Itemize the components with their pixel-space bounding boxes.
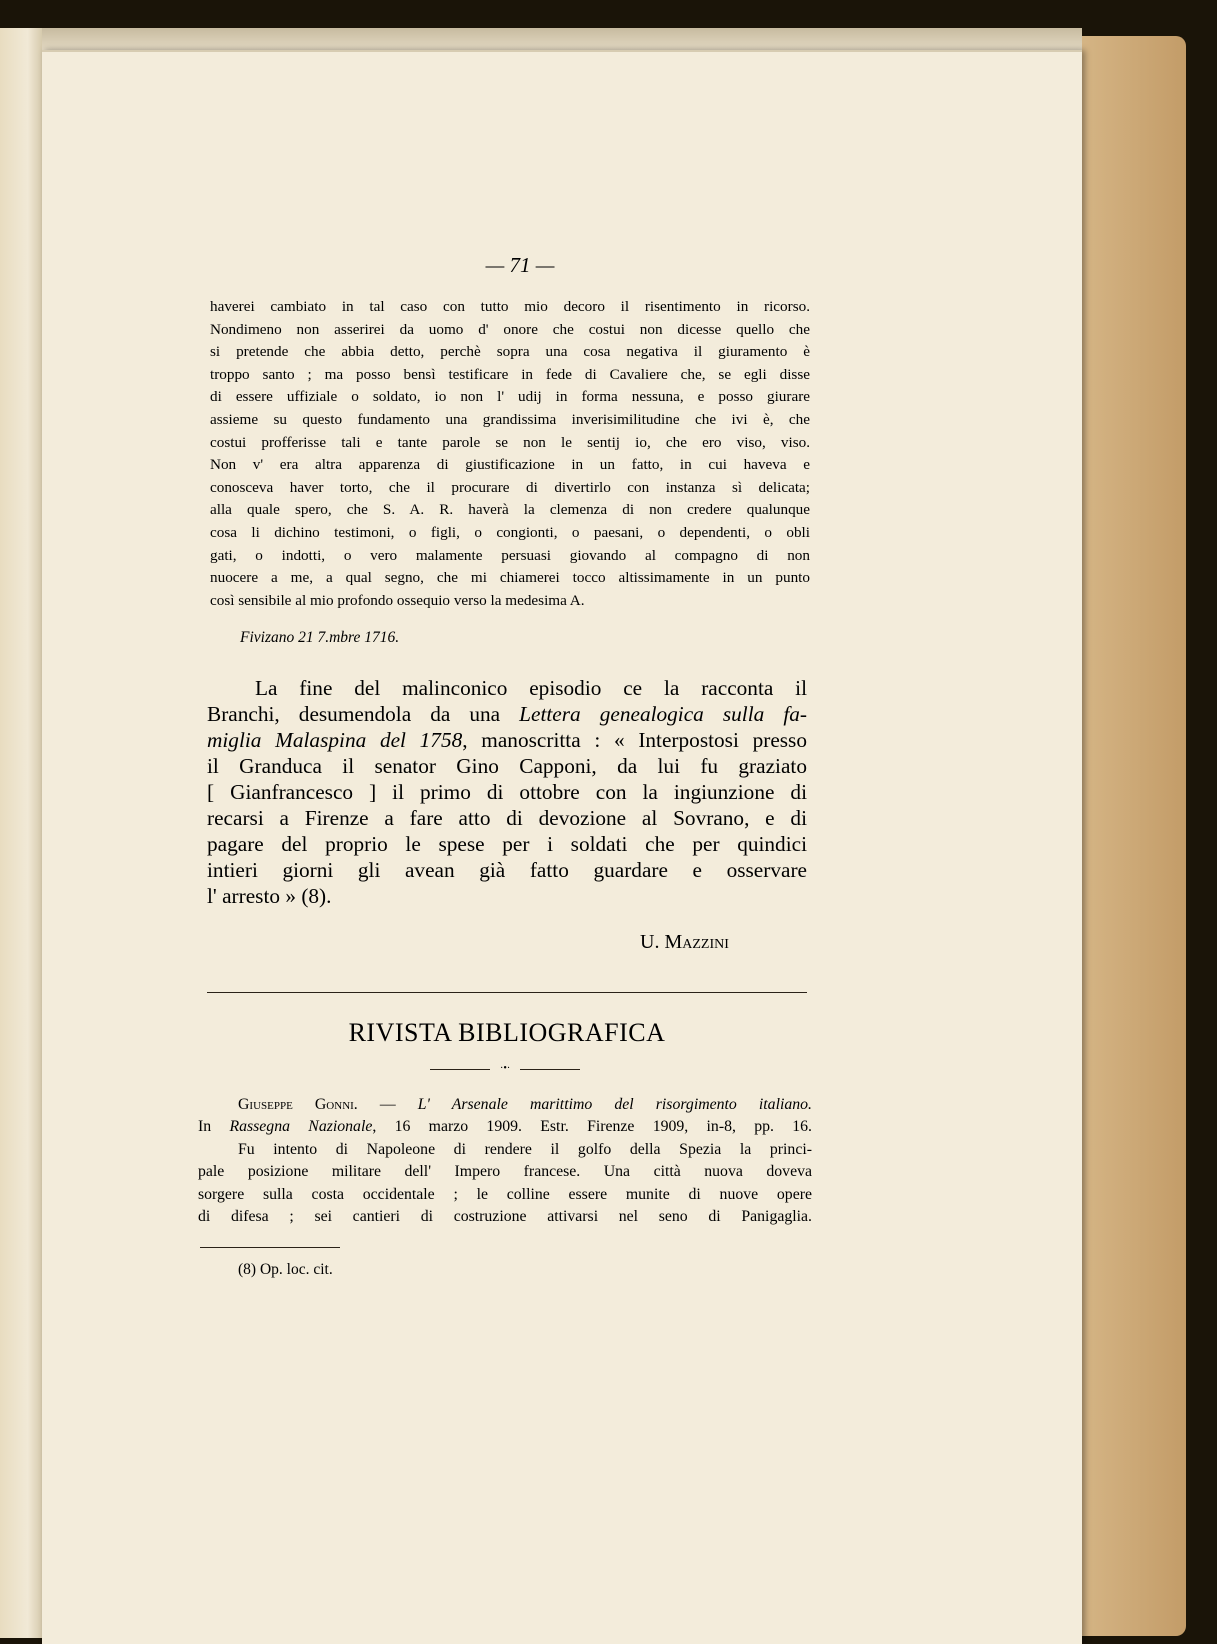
narrative-line: il Granduca il senator Gino Capponi, da lui fu graziato — [207, 754, 807, 778]
letter-text — [210, 296, 810, 612]
letter-line: gati, o indotti, o vero malamente persuasi giovando al compagno di non — [210, 546, 810, 564]
letter-line: Nondimeno non asserirei da uomo d' onore che costui non dicesse quello che — [210, 320, 810, 338]
footnote-rule — [200, 1247, 340, 1248]
page-number: — 71 — — [485, 253, 555, 277]
section-title: RIVISTA BIBLIOGRAFICA — [348, 1018, 666, 1047]
letter-line: di essere uffiziale o soldato, io non l' udij in forma nessuna, e posso giurare — [210, 388, 810, 406]
narrative-line — [207, 701, 807, 727]
ornament-dot-icon: ·•· — [500, 1063, 511, 1074]
review-author: Giuseppe Gonni. — [238, 1096, 358, 1113]
review-line: sorgere sulla costa occidentale ; le colline essere munite di nuove opere — [198, 1185, 812, 1203]
review-text: , 16 marzo 1909. Estr. Firenze 1909, in-8, pp. 16. — [372, 1118, 812, 1136]
ornament-rule-left — [430, 1069, 490, 1070]
letter-line: Non v' era altra apparenza di giustificazione in un fatto, in cui haveva e — [210, 456, 810, 474]
review-journal: Rassegna Nazionale — [229, 1118, 373, 1136]
narrative-text: , manoscritta : « Interpostosi presso — [462, 728, 807, 752]
signature-name: Mazzini — [664, 931, 729, 953]
letter-line: nuocere a me, a qual segno, che mi chiamerei tocco altissimamente in un punto — [210, 569, 810, 587]
left-page-edge — [0, 28, 48, 1638]
narrative-title-italic: Lettera genealogica sulla fa- — [519, 702, 807, 726]
letter-dateline: Fivizano 21 7.mbre 1716. — [240, 629, 400, 646]
footnote: (8) Op. loc. cit. — [238, 1261, 333, 1278]
review-line: pale posizione militare dell' Impero francese. Una città nuova doveva — [198, 1163, 812, 1181]
narrative-line: intieri giorni gli avean già fatto guardare e osservare — [207, 858, 807, 882]
narrative-line: La fine del malinconico episodio ce la racconta il — [255, 676, 807, 700]
author-signature — [640, 931, 729, 954]
narrative-line: [ Gianfrancesco ] il primo di ottobre con la ingiunzione di — [207, 780, 807, 804]
narrative-line: recarsi a Firenze a fare atto di devozione al Sovrano, e di — [207, 806, 807, 830]
letter-line: alla quale spero, che S. A. R. haverà la clemenza di non credere qualunque — [210, 501, 810, 519]
letter-line: conosceva haver torto, che il procurare di divertirlo con instanza sì delicata; — [210, 478, 810, 496]
letter-line: assieme su questo fundamento una grandissima inverisimilitudine che ivi è, che — [210, 410, 810, 428]
narrative-title-italic: miglia Malaspina del 1758 — [207, 728, 463, 752]
review-dash: — — [357, 1096, 418, 1113]
letter-line: così sensibile al mio profondo ossequio verso la medesima A. — [210, 591, 585, 609]
review-entry — [198, 1094, 812, 1228]
letter-line: haverei cambiato in tal caso con tutto mio decoro il risentimento in ricorso. — [210, 298, 810, 315]
review-line: di difesa ; sei cantieri di costruzione attivarsi nel seno di Panigaglia. — [198, 1208, 812, 1226]
narrative-line — [207, 727, 807, 753]
review-work-title: L' Arsenale marittimo del risorgimento italiano. — [417, 1096, 812, 1113]
narrative-text: Branchi, desumendola da una — [207, 702, 520, 726]
review-heading — [198, 1094, 812, 1116]
letter-line: troppo santo ; ma posso bensì testificare in fede di Cavaliere che, se egli disse — [210, 365, 810, 383]
letter-line: costui profferisse tali e tante parole se non le sentij io, che ero viso, viso. — [210, 433, 810, 451]
narrative-paragraph — [207, 675, 807, 909]
letter-line: cosa li dichino testimoni, o figli, o congionti, o paesani, o dependenti, o obli — [210, 523, 810, 541]
review-text: In — [198, 1118, 230, 1136]
review-line: Fu intento di Napoleone di rendere il golfo della Spezia la princi- — [238, 1140, 812, 1158]
section-divider — [207, 992, 807, 993]
letter-line: si pretende che abbia detto, perchè sopra una cosa negativa il giuramento è — [210, 343, 810, 361]
ornament-rule-right — [520, 1069, 580, 1070]
signature-initial: U. — [640, 931, 660, 953]
title-ornament — [430, 1063, 580, 1074]
narrative-line: l' arresto » (8). — [207, 884, 332, 908]
narrative-line: pagare del proprio le spese per i soldati che per quindici — [207, 832, 807, 856]
review-citation — [198, 1116, 812, 1138]
page-stack-edge — [42, 28, 1082, 52]
